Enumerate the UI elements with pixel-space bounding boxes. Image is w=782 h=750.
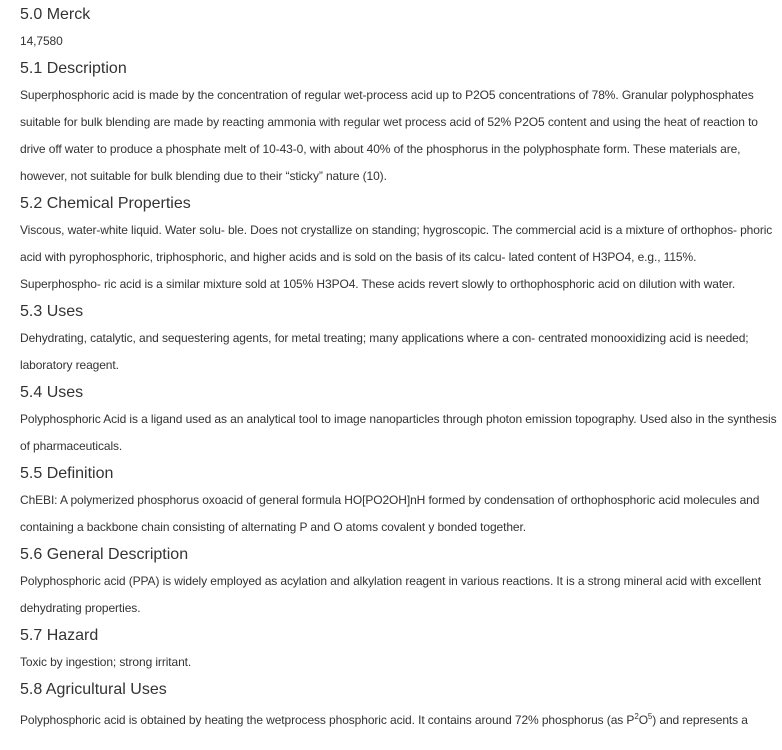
superscript-5: 5 [647, 712, 653, 721]
section-body-chemical-properties: Viscous, water-white liquid. Water solu- ble. Does not crystallize on standing; hygroscopic. The commercial acid is a mixture of orthophos- phoric acid with pyrophosphoric, triphosphoric, and higher acids and is sold on the basis of its calcu- lated content of H3PO4, e.g., 115%. Superphospho- ric acid is a similar mixture sold at 105% H3PO4. These acids revert slowly to orthophosphoric acid on dilution with water. [20, 223, 773, 291]
section-heading-agricultural-uses: 5.8 Agricultural Uses [20, 681, 167, 698]
section-body-description: Superphosphoric acid is made by the concentration of regular wet-process acid up to P2O5 concentrations of 78%. Granular polyphosphates suitable for bulk blending are made by reacting ammonia with regular wet process acid of 52% P2O5 content and using the heat of reaction to drive off water to produce a phosphate melt of 10-43-0, with about 40% of the phosphorus in the polyphosphate form. These materials are, however, not suitable for bulk blending due to their “sticky” nature (10). [20, 88, 758, 183]
section-body-agricultural-uses [20, 707, 780, 734]
section-heading-merck: 5.0 Merck [20, 6, 91, 23]
section-body-general-description: Polyphosphoric acid (PPA) is widely employed as acylation and alkylation reagent in various reactions. It is a strong mineral acid with excellent dehydrating properties. [20, 574, 761, 615]
section-heading-uses-1: 5.3 Uses [20, 303, 84, 320]
section-heading-hazard: 5.7 Hazard [20, 627, 99, 644]
section-heading-chemical-properties: 5.2 Chemical Properties [20, 195, 191, 212]
section-body-hazard: Toxic by ingestion; strong irritant. [20, 655, 192, 669]
agricultural-text-end: ) and represents a [652, 713, 748, 727]
section-body-definition: ChEBI: A polymerized phosphorus oxoacid of general formula HO[PO2OH]nH formed by condensation of orthophosphoric acid molecules and containing a backbone chain consisting of alternating P and O atoms covalent y bonded together. [20, 493, 760, 534]
content-column [20, 1, 780, 734]
section-body-uses-2: Polyphosphoric Acid is a ligand used as an analytical tool to image nanoparticles through photon emission topography. Used also in the synthesis of pharmaceuticals. [20, 412, 777, 453]
section-heading-general-description: 5.6 General Description [20, 546, 189, 563]
agricultural-text-mid: O [638, 713, 648, 727]
section-heading-uses-2: 5.4 Uses [20, 384, 84, 401]
superscript-2: 2 [634, 712, 639, 721]
section-heading-definition: 5.5 Definition [20, 465, 114, 482]
section-body-uses-1: Dehydrating, catalytic, and sequestering agents, for metal treating; many applications where a con- centrated monooxidizing acid is needed; laboratory reagent. [20, 331, 749, 372]
section-heading-description: 5.1 Description [20, 60, 127, 77]
agricultural-text-start: Polyphosphoric acid is obtained by heating the wetprocess phosphoric acid. It contains around 72% phosphorus (as P [20, 713, 635, 727]
section-body-merck: 14,7580 [20, 34, 63, 48]
